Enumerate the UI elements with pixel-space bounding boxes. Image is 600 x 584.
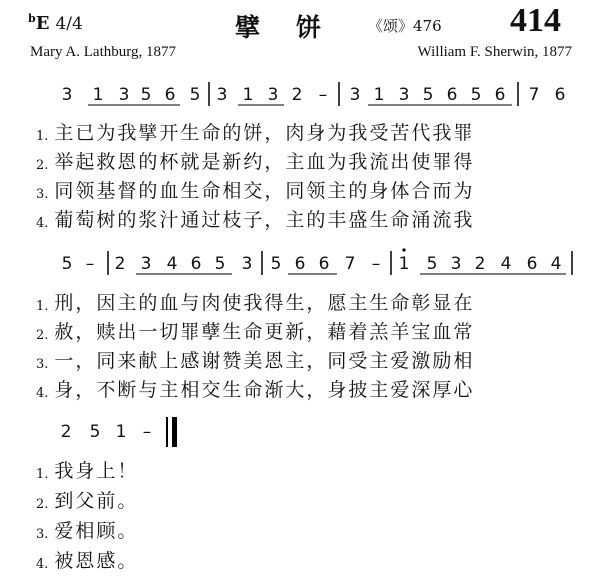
lyricist-credit: Mary A. Lathburg, 1877 <box>30 44 176 60</box>
lyric-line <box>36 516 138 543</box>
final-barline <box>172 417 177 447</box>
lyric-text: 葡萄树的浆汁通过枝子，主的丰盛生命涌流我 <box>54 209 475 231</box>
verse-number: 2. <box>36 158 49 173</box>
note: 6 <box>554 85 566 105</box>
lyric-text: 一，同来献上感谢赞美恩主，同受主爱激励相 <box>54 350 475 372</box>
notation-system-1 <box>0 78 600 112</box>
lyric-line <box>36 546 138 573</box>
composer-credit: William F. Sherwin, 1877 <box>417 44 572 60</box>
note: 1 <box>92 85 104 105</box>
note: 5 <box>214 254 226 274</box>
verse-number: 2. <box>36 328 49 343</box>
hymn-source: 《颂》476 <box>368 17 442 35</box>
lyric-text: 到父前。 <box>54 490 139 512</box>
note: – <box>318 85 328 105</box>
lyric-text: 被恩感。 <box>54 550 139 572</box>
final-barline <box>166 417 168 447</box>
note: 7 <box>528 85 540 105</box>
verse-number: 2. <box>36 497 49 512</box>
lyric-text: 赦，赎出一切罪孽生命更新，藉着羔羊宝血常 <box>54 321 475 343</box>
note: 5 <box>140 85 152 105</box>
note: 1 <box>115 422 127 442</box>
lyric-line <box>36 118 474 145</box>
lyric-line <box>36 205 474 232</box>
note: 1 <box>398 254 410 274</box>
note: 3 <box>118 85 130 105</box>
lyric-text: 主已为我擘开生命的饼，肉身为我受苦代我罪 <box>54 122 475 144</box>
time-signature: 4/4 <box>55 14 83 34</box>
verse-number: 3. <box>36 187 49 202</box>
lyric-line <box>36 288 474 315</box>
lyric-text: 我身上！ <box>54 460 139 482</box>
note: 5 <box>61 254 73 274</box>
verse-number: 1. <box>36 467 49 482</box>
lyric-text: 爱相顾。 <box>54 520 139 542</box>
key-letter: E <box>35 13 50 34</box>
lyric-text: 刑，因主的血与肉使我得生，愿主生命彰显在 <box>54 292 475 314</box>
note: 6 <box>294 254 306 274</box>
note: 1 <box>373 85 385 105</box>
lyric-line <box>36 456 138 483</box>
verse-number: 1. <box>36 129 49 144</box>
note: 6 <box>526 254 538 274</box>
verse-number: 3. <box>36 527 49 542</box>
note: 6 <box>164 85 176 105</box>
verse-number: 4. <box>36 557 49 572</box>
note: 2 <box>291 85 303 105</box>
note: 3 <box>450 254 462 274</box>
note: 3 <box>140 254 152 274</box>
note: 3 <box>241 254 253 274</box>
note: 5 <box>470 85 482 105</box>
lyric-line <box>36 375 474 402</box>
notation-system-2 <box>0 247 600 281</box>
notation-system-3 <box>0 415 600 451</box>
note: 3 <box>349 85 361 105</box>
note: – <box>371 254 381 274</box>
verse-number: 4. <box>36 216 49 231</box>
octave-dot <box>402 248 405 251</box>
note: 1 <box>242 85 254 105</box>
hymn-number: 414 <box>510 2 561 39</box>
note: 2 <box>474 254 486 274</box>
lyric-text: 身，不断与主相交生命渐大，身披主爱深厚心 <box>54 379 475 401</box>
verse-number: 1. <box>36 299 49 314</box>
note: 5 <box>270 254 282 274</box>
note: 6 <box>190 254 202 274</box>
note: 4 <box>166 254 178 274</box>
lyric-line <box>36 486 138 513</box>
note: 6 <box>318 254 330 274</box>
note: – <box>85 254 95 274</box>
lyric-line <box>36 346 474 373</box>
hymn-title: 擘饼 <box>235 13 358 42</box>
note: 2 <box>60 422 72 442</box>
note: 5 <box>426 254 438 274</box>
lyric-line <box>36 176 474 203</box>
note: 6 <box>446 85 458 105</box>
note: 5 <box>422 85 434 105</box>
verse-number: 3. <box>36 357 49 372</box>
note: 6 <box>494 85 506 105</box>
note: 2 <box>114 254 126 274</box>
note: 4 <box>550 254 562 274</box>
note: 7 <box>344 254 356 274</box>
key-signature <box>28 12 83 34</box>
lyric-text: 举起救恩的杯就是新约，主血为我流出使罪得 <box>54 151 475 173</box>
lyric-line <box>36 317 474 344</box>
note: – <box>142 422 152 442</box>
note: 3 <box>216 85 228 105</box>
verse-number: 4. <box>36 386 49 401</box>
note: 4 <box>500 254 512 274</box>
lyric-text: 同领基督的血生命相交，同领主的身体合而为 <box>54 180 475 202</box>
note: 5 <box>89 422 101 442</box>
note: 3 <box>398 85 410 105</box>
note: 3 <box>267 85 279 105</box>
note: 5 <box>189 85 201 105</box>
lyric-line <box>36 147 474 174</box>
note: 3 <box>61 85 73 105</box>
flat-sign: b <box>28 12 36 25</box>
